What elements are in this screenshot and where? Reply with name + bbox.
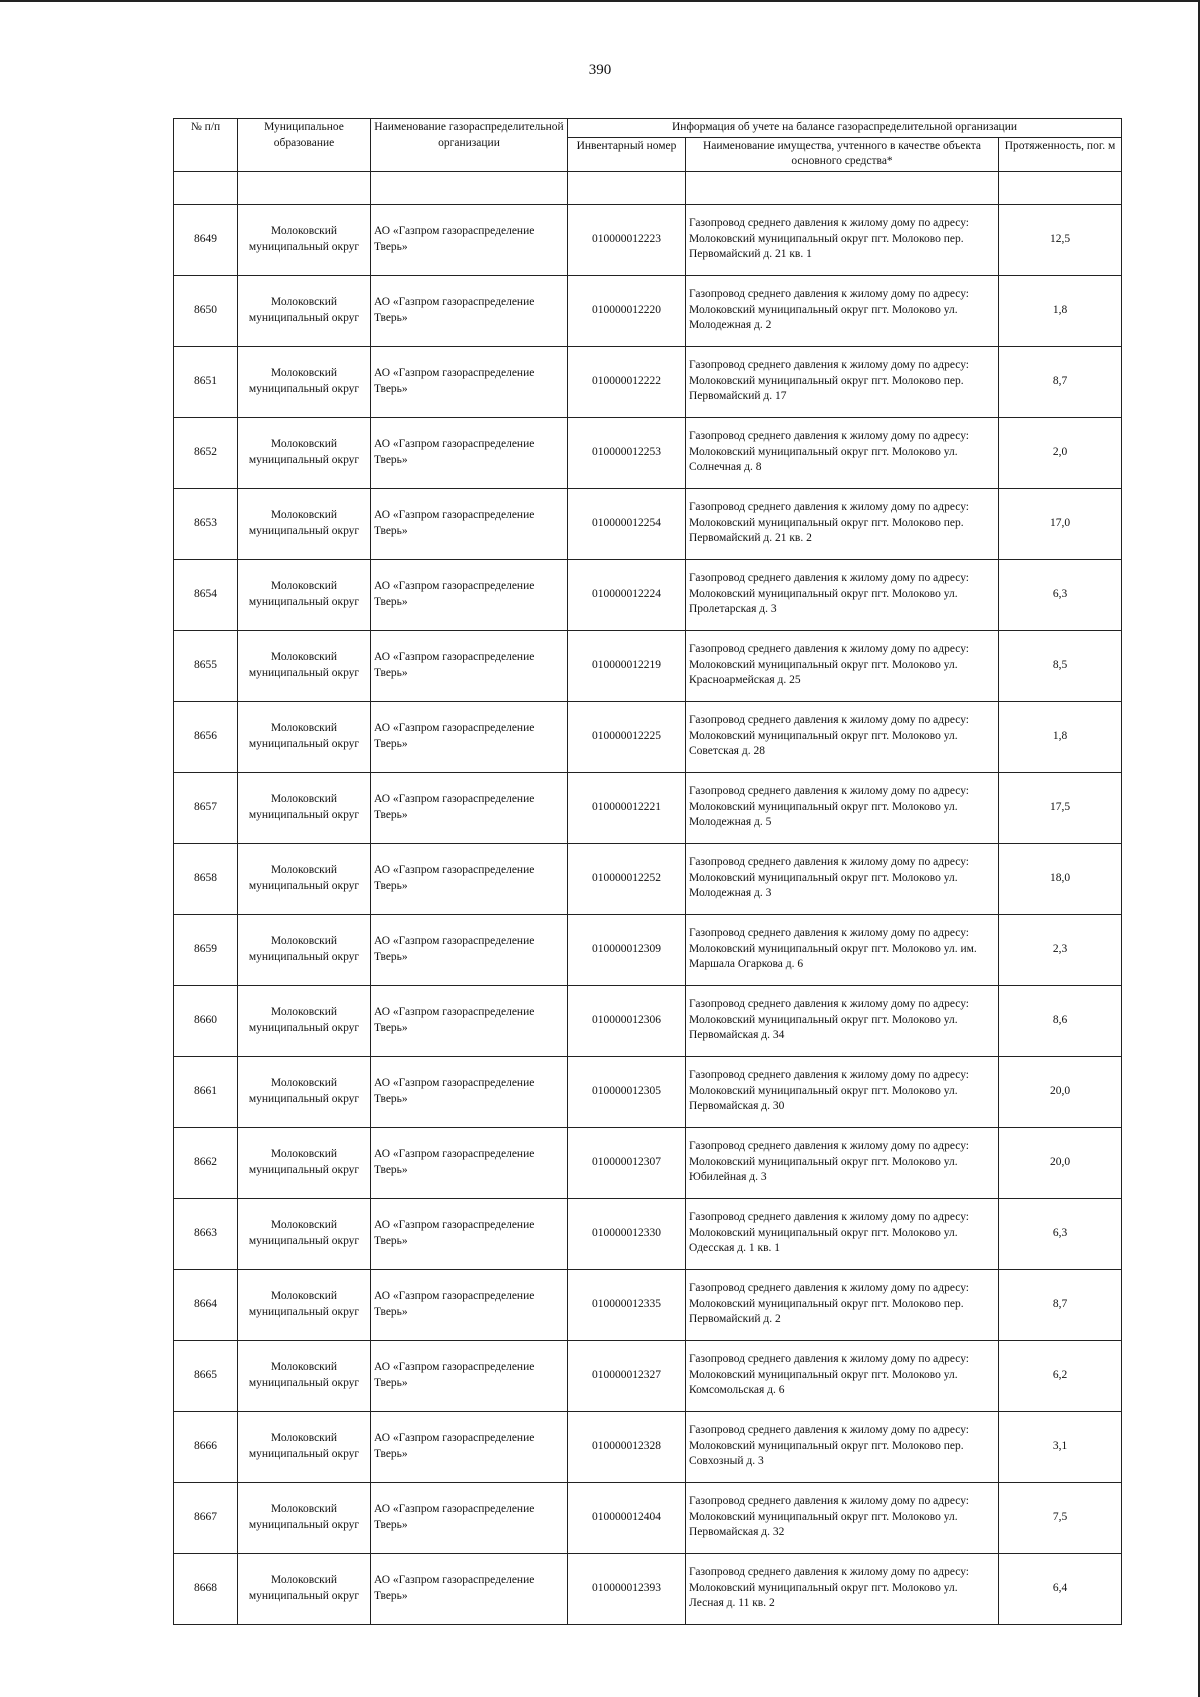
cell-municipality: Молоковский муниципальный округ	[238, 346, 371, 417]
header-spacer-row	[174, 171, 1122, 204]
page-number: 390	[588, 62, 612, 78]
cell-property-name: Газопровод среднего давления к жилому дому по адресу: Молоковский муниципальный округ пгт. Молоково пер. Первомайский д. 2	[686, 1269, 999, 1340]
table-row	[174, 346, 1122, 417]
cell-length: 8,7	[999, 1269, 1122, 1340]
cell-organization: АО «Газпром газораспределение Тверь»	[371, 346, 568, 417]
cell-municipality: Молоковский муниципальный округ	[238, 843, 371, 914]
table-row	[174, 488, 1122, 559]
cell-organization: АО «Газпром газораспределение Тверь»	[371, 1340, 568, 1411]
header-num: № п/п	[174, 119, 238, 172]
cell-municipality: Молоковский муниципальный округ	[238, 772, 371, 843]
cell-property-name: Газопровод среднего давления к жилому дому по адресу: Молоковский муниципальный округ пгт. Молоково ул. Молодежная д. 2	[686, 275, 999, 346]
cell-length: 6,3	[999, 1198, 1122, 1269]
cell-length: 2,3	[999, 914, 1122, 985]
cell-property-name: Газопровод среднего давления к жилому дому по адресу: Молоковский муниципальный округ пгт. Молоково пер. Совхозный д. 3	[686, 1411, 999, 1482]
cell-num: 8662	[174, 1127, 238, 1198]
cell-organization: АО «Газпром газораспределение Тверь»	[371, 1127, 568, 1198]
cell-num: 8657	[174, 772, 238, 843]
table-row	[174, 1553, 1122, 1624]
cell-length: 7,5	[999, 1482, 1122, 1553]
header-organization: Наименование газораспределительной организации	[371, 119, 568, 172]
cell-property-name: Газопровод среднего давления к жилому дому по адресу: Молоковский муниципальный округ пгт. Молоково ул. Первомайская д. 30	[686, 1056, 999, 1127]
cell-length: 2,0	[999, 417, 1122, 488]
cell-organization: АО «Газпром газораспределение Тверь»	[371, 275, 568, 346]
cell-inventory-number: 010000012253	[568, 417, 686, 488]
spacer-cell	[999, 171, 1122, 204]
cell-organization: АО «Газпром газораспределение Тверь»	[371, 985, 568, 1056]
cell-length: 18,0	[999, 843, 1122, 914]
cell-municipality: Молоковский муниципальный округ	[238, 417, 371, 488]
cell-property-name: Газопровод среднего давления к жилому дому по адресу: Молоковский муниципальный округ пгт. Молоково ул. Комсомольская д. 6	[686, 1340, 999, 1411]
cell-length: 6,4	[999, 1553, 1122, 1624]
cell-inventory-number: 010000012404	[568, 1482, 686, 1553]
cell-length: 12,5	[999, 204, 1122, 275]
cell-inventory-number: 010000012393	[568, 1553, 686, 1624]
cell-property-name: Газопровод среднего давления к жилому дому по адресу: Молоковский муниципальный округ пгт. Молоково пер. Первомайский д. 17	[686, 346, 999, 417]
cell-length: 3,1	[999, 1411, 1122, 1482]
cell-num: 8664	[174, 1269, 238, 1340]
cell-inventory-number: 010000012220	[568, 275, 686, 346]
cell-organization: АО «Газпром газораспределение Тверь»	[371, 1482, 568, 1553]
cell-inventory-number: 010000012330	[568, 1198, 686, 1269]
cell-inventory-number: 010000012221	[568, 772, 686, 843]
spacer-cell	[686, 171, 999, 204]
table-row	[174, 985, 1122, 1056]
table-row	[174, 1056, 1122, 1127]
cell-inventory-number: 010000012328	[568, 1411, 686, 1482]
cell-num: 8652	[174, 417, 238, 488]
cell-municipality: Молоковский муниципальный округ	[238, 1198, 371, 1269]
cell-length: 8,6	[999, 985, 1122, 1056]
cell-num: 8651	[174, 346, 238, 417]
cell-num: 8666	[174, 1411, 238, 1482]
cell-property-name: Газопровод среднего давления к жилому дому по адресу: Молоковский муниципальный округ пгт. Молоково ул. Одесская д. 1 кв. 1	[686, 1198, 999, 1269]
cell-municipality: Молоковский муниципальный округ	[238, 1482, 371, 1553]
table-row	[174, 1411, 1122, 1482]
cell-num: 8650	[174, 275, 238, 346]
cell-municipality: Молоковский муниципальный округ	[238, 701, 371, 772]
asset-register-table	[173, 118, 1122, 1625]
cell-length: 20,0	[999, 1056, 1122, 1127]
cell-num: 8667	[174, 1482, 238, 1553]
cell-num: 8665	[174, 1340, 238, 1411]
spacer-cell	[568, 171, 686, 204]
cell-inventory-number: 010000012307	[568, 1127, 686, 1198]
cell-property-name: Газопровод среднего давления к жилому дому по адресу: Молоковский муниципальный округ пгт. Молоково ул. им. Маршала Огаркова д. 6	[686, 914, 999, 985]
cell-organization: АО «Газпром газораспределение Тверь»	[371, 1553, 568, 1624]
table-body	[174, 171, 1122, 1624]
cell-organization: АО «Газпром газораспределение Тверь»	[371, 1411, 568, 1482]
cell-length: 8,7	[999, 346, 1122, 417]
table-header	[174, 119, 1122, 172]
table-row	[174, 1340, 1122, 1411]
cell-municipality: Молоковский муниципальный округ	[238, 204, 371, 275]
cell-property-name: Газопровод среднего давления к жилому дому по адресу: Молоковский муниципальный округ пгт. Молоково ул. Советская д. 28	[686, 701, 999, 772]
cell-num: 8659	[174, 914, 238, 985]
table-row	[174, 843, 1122, 914]
cell-num: 8656	[174, 701, 238, 772]
cell-property-name: Газопровод среднего давления к жилому дому по адресу: Молоковский муниципальный округ пгт. Молоково ул. Лесная д. 11 кв. 2	[686, 1553, 999, 1624]
header-municipality: Муниципальное образование	[238, 119, 371, 172]
header-info-group: Информация об учете на балансе газораспределительной организации	[568, 119, 1122, 138]
cell-municipality: Молоковский муниципальный округ	[238, 985, 371, 1056]
cell-inventory-number: 010000012252	[568, 843, 686, 914]
cell-organization: АО «Газпром газораспределение Тверь»	[371, 1056, 568, 1127]
spacer-cell	[174, 171, 238, 204]
cell-property-name: Газопровод среднего давления к жилому дому по адресу: Молоковский муниципальный округ пгт. Молоково ул. Юбилейная д. 3	[686, 1127, 999, 1198]
table-row	[174, 1482, 1122, 1553]
table-row	[174, 275, 1122, 346]
cell-organization: АО «Газпром газораспределение Тверь»	[371, 914, 568, 985]
cell-num: 8649	[174, 204, 238, 275]
cell-organization: АО «Газпром газораспределение Тверь»	[371, 701, 568, 772]
cell-property-name: Газопровод среднего давления к жилому дому по адресу: Молоковский муниципальный округ пгт. Молоково ул. Пролетарская д. 3	[686, 559, 999, 630]
table-row	[174, 914, 1122, 985]
cell-organization: АО «Газпром газораспределение Тверь»	[371, 559, 568, 630]
spacer-cell	[238, 171, 371, 204]
cell-num: 8655	[174, 630, 238, 701]
cell-inventory-number: 010000012327	[568, 1340, 686, 1411]
table-row	[174, 701, 1122, 772]
cell-inventory-number: 010000012222	[568, 346, 686, 417]
cell-num: 8658	[174, 843, 238, 914]
cell-length: 1,8	[999, 701, 1122, 772]
cell-property-name: Газопровод среднего давления к жилому дому по адресу: Молоковский муниципальный округ пгт. Молоково ул. Первомайская д. 32	[686, 1482, 999, 1553]
cell-length: 6,3	[999, 559, 1122, 630]
cell-municipality: Молоковский муниципальный округ	[238, 1411, 371, 1482]
cell-inventory-number: 010000012335	[568, 1269, 686, 1340]
cell-length: 6,2	[999, 1340, 1122, 1411]
cell-property-name: Газопровод среднего давления к жилому дому по адресу: Молоковский муниципальный округ пгт. Молоково пер. Первомайский д. 21 кв. 1	[686, 204, 999, 275]
cell-inventory-number: 010000012306	[568, 985, 686, 1056]
table-row	[174, 417, 1122, 488]
table-row	[174, 630, 1122, 701]
cell-property-name: Газопровод среднего давления к жилому дому по адресу: Молоковский муниципальный округ пгт. Молоково ул. Солнечная д. 8	[686, 417, 999, 488]
cell-municipality: Молоковский муниципальный округ	[238, 559, 371, 630]
cell-municipality: Молоковский муниципальный округ	[238, 1553, 371, 1624]
cell-num: 8668	[174, 1553, 238, 1624]
cell-municipality: Молоковский муниципальный округ	[238, 1127, 371, 1198]
cell-organization: АО «Газпром газораспределение Тверь»	[371, 1269, 568, 1340]
cell-num: 8654	[174, 559, 238, 630]
cell-inventory-number: 010000012225	[568, 701, 686, 772]
cell-inventory-number: 010000012309	[568, 914, 686, 985]
cell-num: 8661	[174, 1056, 238, 1127]
cell-num: 8663	[174, 1198, 238, 1269]
scan-edge-top	[0, 0, 1200, 2]
cell-municipality: Молоковский муниципальный округ	[238, 1269, 371, 1340]
cell-inventory-number: 010000012224	[568, 559, 686, 630]
cell-num: 8660	[174, 985, 238, 1056]
cell-municipality: Молоковский муниципальный округ	[238, 488, 371, 559]
cell-inventory-number: 010000012223	[568, 204, 686, 275]
cell-organization: АО «Газпром газораспределение Тверь»	[371, 843, 568, 914]
cell-organization: АО «Газпром газораспределение Тверь»	[371, 488, 568, 559]
table-row	[174, 1127, 1122, 1198]
cell-length: 17,0	[999, 488, 1122, 559]
cell-property-name: Газопровод среднего давления к жилому дому по адресу: Молоковский муниципальный округ пгт. Молоково ул. Молодежная д. 5	[686, 772, 999, 843]
header-row-1	[174, 119, 1122, 138]
cell-organization: АО «Газпром газораспределение Тверь»	[371, 417, 568, 488]
cell-organization: АО «Газпром газораспределение Тверь»	[371, 630, 568, 701]
header-length: Протяженность, пог. м	[999, 137, 1122, 171]
cell-inventory-number: 010000012219	[568, 630, 686, 701]
cell-length: 1,8	[999, 275, 1122, 346]
table-row	[174, 1269, 1122, 1340]
cell-inventory-number: 010000012254	[568, 488, 686, 559]
cell-length: 20,0	[999, 1127, 1122, 1198]
cell-property-name: Газопровод среднего давления к жилому дому по адресу: Молоковский муниципальный округ пгт. Молоково ул. Молодежная д. 3	[686, 843, 999, 914]
cell-municipality: Молоковский муниципальный округ	[238, 275, 371, 346]
table-row	[174, 204, 1122, 275]
cell-municipality: Молоковский муниципальный округ	[238, 1340, 371, 1411]
cell-property-name: Газопровод среднего давления к жилому дому по адресу: Молоковский муниципальный округ пгт. Молоково ул. Красноармейская д. 25	[686, 630, 999, 701]
cell-property-name: Газопровод среднего давления к жилому дому по адресу: Молоковский муниципальный округ пгт. Молоково пер. Первомайский д. 21 кв. 2	[686, 488, 999, 559]
header-inventory: Инвентарный номер	[568, 137, 686, 171]
table-row	[174, 772, 1122, 843]
cell-municipality: Молоковский муниципальный округ	[238, 914, 371, 985]
header-property: Наименование имущества, учтенного в качестве объекта основного средства*	[686, 137, 999, 171]
cell-organization: АО «Газпром газораспределение Тверь»	[371, 772, 568, 843]
cell-length: 17,5	[999, 772, 1122, 843]
cell-municipality: Молоковский муниципальный округ	[238, 1056, 371, 1127]
cell-municipality: Молоковский муниципальный округ	[238, 630, 371, 701]
cell-length: 8,5	[999, 630, 1122, 701]
cell-organization: АО «Газпром газораспределение Тверь»	[371, 1198, 568, 1269]
table-row	[174, 559, 1122, 630]
cell-organization: АО «Газпром газораспределение Тверь»	[371, 204, 568, 275]
table-row	[174, 1198, 1122, 1269]
spacer-cell	[371, 171, 568, 204]
cell-num: 8653	[174, 488, 238, 559]
cell-property-name: Газопровод среднего давления к жилому дому по адресу: Молоковский муниципальный округ пгт. Молоково ул. Первомайская д. 34	[686, 985, 999, 1056]
cell-inventory-number: 010000012305	[568, 1056, 686, 1127]
